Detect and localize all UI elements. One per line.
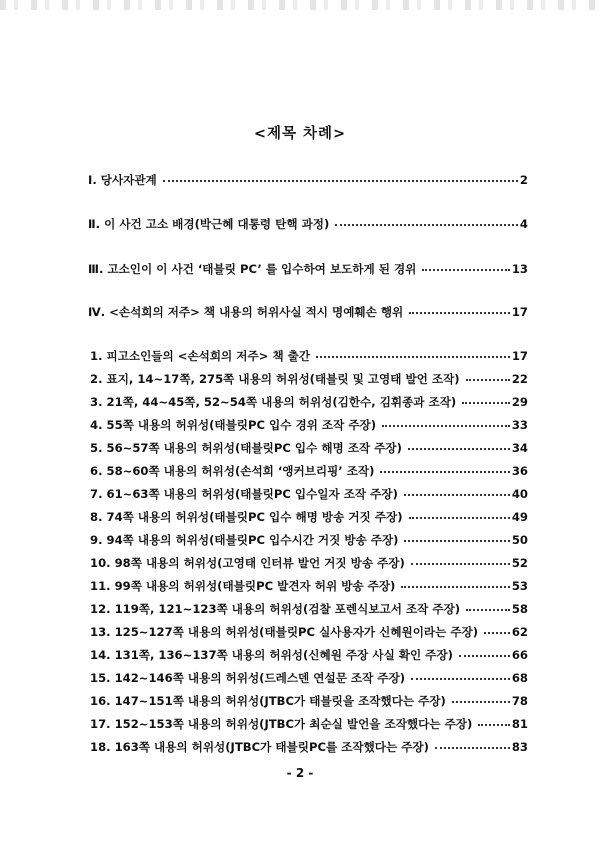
toc-subsection-page: 53	[511, 579, 528, 593]
toc-leader	[466, 378, 510, 381]
toc-leader	[316, 355, 510, 358]
toc-subsection	[90, 693, 528, 709]
toc-subsection	[90, 578, 528, 594]
toc-subsection-label: 7. 61~63쪽 내용의 허위성(태블릿PC 입수일자 조작 주장)	[90, 487, 398, 501]
toc-subsection	[90, 509, 528, 525]
toc-subsection	[90, 601, 528, 617]
toc-subsection-label: 3. 21쪽, 44~45쪽, 52~54쪽 내용의 허위성(김한수, 김휘종과 조작)	[90, 395, 457, 409]
toc-section-page: 17	[511, 305, 528, 319]
toc-subsection	[90, 555, 528, 571]
toc-subsection-page: 22	[511, 372, 528, 386]
toc-subsection	[90, 463, 528, 479]
toc-section-label: Ⅲ. 고소인이 이 사건 ‘태블릿 PC’ 를 입수하여 보도하게 된 경위	[88, 262, 417, 276]
toc-subsection-label: 18. 163쪽 내용의 허위성(JTBC가 태블릿PC를 조작했다는 주장)	[90, 740, 429, 754]
toc-leader	[466, 608, 510, 611]
toc-section	[88, 172, 528, 188]
toc-leader	[380, 470, 509, 473]
toc-subsection	[90, 371, 528, 387]
toc-leader	[382, 424, 510, 427]
toc-subsection-page: 66	[511, 648, 528, 662]
toc-subsection	[90, 417, 528, 433]
toc-subsection-page: 78	[511, 694, 528, 708]
toc-section-label: Ⅰ. 당사자관계	[88, 173, 157, 187]
toc-subsection	[90, 486, 528, 502]
toc-leader	[401, 585, 510, 588]
toc-subsection-label: 15. 142~146쪽 내용의 허위성(드레스덴 연설문 조작 주장)	[90, 671, 406, 685]
toc-subsection-label: 13. 125~127쪽 내용의 허위성(태블릿PC 실사용자가 신혜원이라는 주장)	[90, 625, 479, 639]
toc-leader	[452, 700, 510, 703]
toc-subsection	[90, 716, 528, 732]
toc-subsection	[90, 624, 528, 640]
toc-subsection-page: 62	[511, 625, 528, 639]
toc-subsection-page: 58	[511, 602, 528, 616]
toc-subsection-label: 17. 152~153쪽 내용의 허위성(JTBC가 최순실 발언을 조작했다는 주장)	[90, 717, 473, 731]
toc-section	[88, 261, 528, 277]
toc-subsection-label: 9. 94쪽 내용의 허위성(태블릿PC 입수시간 거짓 방송 주장)	[90, 533, 399, 547]
toc-subsection-label: 10. 98쪽 내용의 허위성(고영태 인터뷰 발언 거짓 방송 주장)	[90, 556, 405, 570]
toc-subsection-label: 4. 55쪽 내용의 허위성(태블릿PC 입수 경위 조작 주장)	[90, 418, 377, 432]
toc-subsection	[90, 670, 528, 686]
toc-leader	[478, 723, 510, 726]
toc-subsection-label: 5. 56~57쪽 내용의 허위성(태블릿PC 입수 해명 조작 주장)	[90, 441, 402, 455]
toc-subsection-label: 16. 147~151쪽 내용의 허위성(JTBC가 태블릿을 조작했다는 주장)	[90, 694, 446, 708]
toc-subsection-page: 52	[511, 556, 528, 570]
toc-leader	[462, 401, 510, 404]
toc-leader	[163, 179, 518, 182]
toc-leader	[484, 631, 510, 634]
toc-subsection	[90, 532, 528, 548]
toc-subsection-page: 83	[511, 740, 528, 754]
toc-section-page: 4	[519, 217, 528, 231]
toc-subsection	[90, 440, 528, 456]
toc-section-page: 13	[511, 262, 528, 276]
toc-subsection-label: 11. 99쪽 내용의 허위성(태블릿PC 발견자 허위 방송 주장)	[90, 579, 396, 593]
toc-subsection-page: 29	[511, 395, 528, 409]
toc-section-label: Ⅱ. 이 사건 고소 배경(박근혜 대통령 탄핵 과정)	[88, 217, 330, 231]
page-title: <제목 차례>	[253, 126, 347, 142]
toc-subsection-page: 81	[511, 717, 528, 731]
toc-section	[88, 304, 528, 320]
toc-subsection-page: 50	[511, 533, 528, 547]
toc-subsection-page: 33	[511, 418, 528, 432]
toc-subsection-label: 2. 표지, 14~17쪽, 275쪽 내용의 허위성(태블릿 및 고영태 발언 조작)	[90, 372, 460, 386]
toc-leader	[335, 223, 518, 226]
toc-subsection-page: 49	[511, 510, 528, 524]
scan-artifact-strip	[0, 0, 600, 10]
toc-leader	[408, 447, 510, 450]
toc-subsection	[90, 394, 528, 410]
toc-leader	[422, 268, 510, 271]
page-number: - 2 -	[286, 766, 314, 780]
toc-subsection-page: 34	[511, 441, 528, 455]
toc-section	[88, 216, 528, 232]
toc-subsection-label: 1. 피고소인들의 <손석희의 저주> 책 출간	[90, 349, 311, 363]
toc-leader	[404, 539, 509, 542]
toc-subsection	[90, 739, 528, 755]
toc-leader	[459, 654, 510, 657]
toc-subsection-label: 6. 58~60쪽 내용의 허위성(손석희 ‘앵커브리핑’ 조작)	[90, 464, 375, 478]
toc-subsection-label: 12. 119쪽, 121~123쪽 내용의 허위성(검찰 포렌식보고서 조작 주장)	[90, 602, 461, 616]
toc-subsection-page: 17	[511, 349, 528, 363]
toc-leader	[411, 562, 510, 565]
toc-leader	[435, 746, 510, 749]
toc-subsection-page: 68	[511, 671, 528, 685]
toc-subsection	[90, 647, 528, 663]
toc-section-label: Ⅳ. <손석희의 저주> 책 내용의 허위사실 적시 명예훼손 행위	[88, 305, 404, 319]
toc-leader	[404, 493, 510, 496]
toc-leader	[411, 677, 510, 680]
toc-subsection	[90, 348, 528, 364]
toc-subsection-page: 36	[511, 464, 528, 478]
toc-leader	[409, 311, 510, 314]
toc-subsection-label: 8. 74쪽 내용의 허위성(태블릿PC 입수 해명 방송 거짓 주장)	[90, 510, 403, 524]
toc-subsection-page: 40	[511, 487, 528, 501]
toc-leader	[409, 516, 510, 519]
toc-section-page: 2	[519, 173, 528, 187]
toc-subsection-label: 14. 131쪽, 136~137쪽 내용의 허위성(신혜원 주장 사실 확인 주장)	[90, 648, 453, 662]
